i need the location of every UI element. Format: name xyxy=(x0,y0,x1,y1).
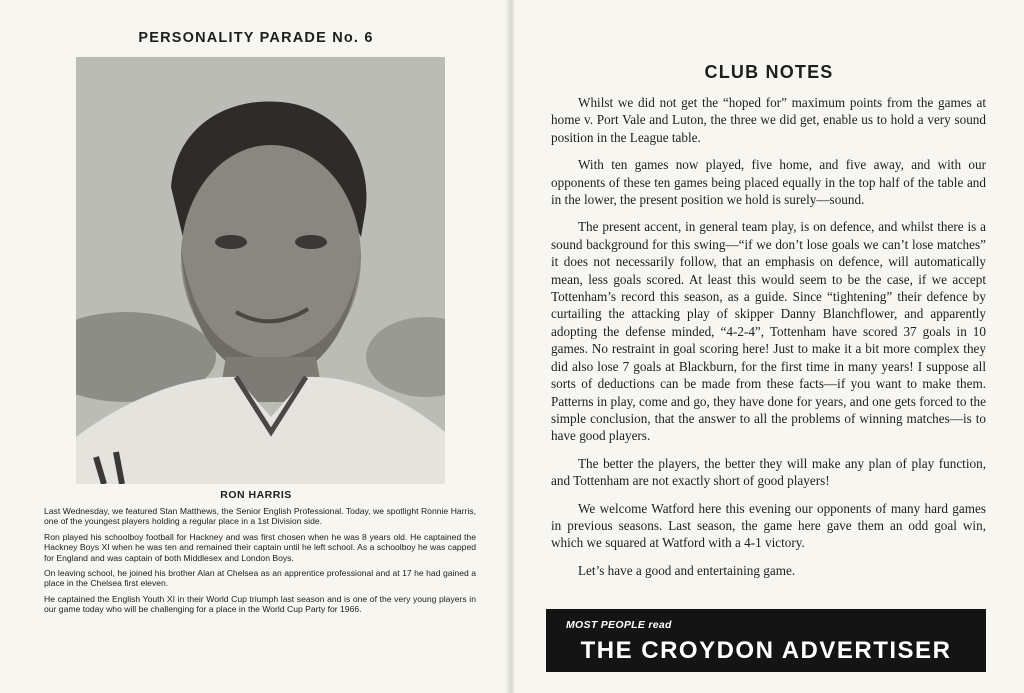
bio-paragraph: He captained the English Youth XI in their World Cup triumph last season and is one of the very young players in our game today who will be challenging for a place in the World Cup Party for 1966. xyxy=(44,593,476,615)
player-name-caption: RON HARRIS xyxy=(220,489,292,501)
club-notes-title: CLUB NOTES xyxy=(704,62,834,82)
player-bio xyxy=(44,506,476,620)
notes-paragraph: With ten games now played, five home, and five away, and with our opponents of these ten games being placed equally in the top half of the table and in the lower, the present position we hold is surely—sound. xyxy=(551,157,986,208)
ad-headline: THE CROYDON ADVERTISER xyxy=(580,637,952,664)
bio-paragraph: On leaving school, he joined his brother Alan at Chelsea as an apprentice professional and at 17 he had gained a place in the Chelsea first eleven. xyxy=(44,568,476,589)
bio-paragraph: Last Wednesday, we featured Stan Matthews, the Senior English Professional. Today, we spotlight Ronnie Harris, one of the youngest players holding a regular place in a 1st Division side. xyxy=(44,506,476,527)
personality-parade-header: PERSONALITY PARADE No. 6 xyxy=(138,30,374,46)
notes-paragraph: The better the players, the better they will make any plan of play function, and Tottenham are not exactly short of good players! xyxy=(551,455,986,489)
notes-paragraph: We welcome Watford here this evening our opponents of many hard games in previous seasons. Last season, the game here gave them an odd goal win, which we squared at Watford with a 4-1 victory. xyxy=(551,500,986,551)
notes-paragraph: The present accent, in general team play, is on defence, and whilst there is a sound background for this swing—“if we don’t lose goals we can’t lose matches” it does not necessarily follow, that an emphasis on defence, will automatically mean, less goals scored. At least this would seem to be the case, if we accept Tottenham’s record this season, as a guide. Since “tightening” their defence by curtailing the attacking play of skipper Danny Blanchflower, and apparently adopting the defense minded, “4-2-4”, Tottenham have scored 37 goals in 10 games. No restraint in goal scoring here! Just to make it a bit more complex they did also lose 7 goals at Blackburn, for the first time in many years! I suppose all sorts of deductions can be made from these facts—if you want to make them. Patterns in play, come and go, they have done for years, and one gets forced to the simple conclusion, that the answer to all the problems of winning matches—is to have good players. xyxy=(551,219,986,444)
notes-paragraph: Whilst we did not get the “hoped for” maximum points from the games at home v. Port Vale and Luton, the three we did get, enable us to hold a very sound position in the League table. xyxy=(551,95,986,145)
player-photo xyxy=(76,57,445,484)
croydon-advertiser-ad xyxy=(546,609,986,672)
notes-paragraph: Let’s have a good and entertaining game. xyxy=(578,562,796,578)
ad-tagline: MOST PEOPLE read xyxy=(566,619,672,631)
right-page xyxy=(514,0,1024,693)
club-notes-body xyxy=(551,94,986,589)
bio-paragraph: Ron played his schoolboy football for Hackney and was first chosen when he was 8 years old. He captained the Hackney Boys XI when he was ten and remained their captain until he left school. As a schoolboy he was capped for England and was captain of both Middlesex and London Boys. xyxy=(44,531,476,563)
